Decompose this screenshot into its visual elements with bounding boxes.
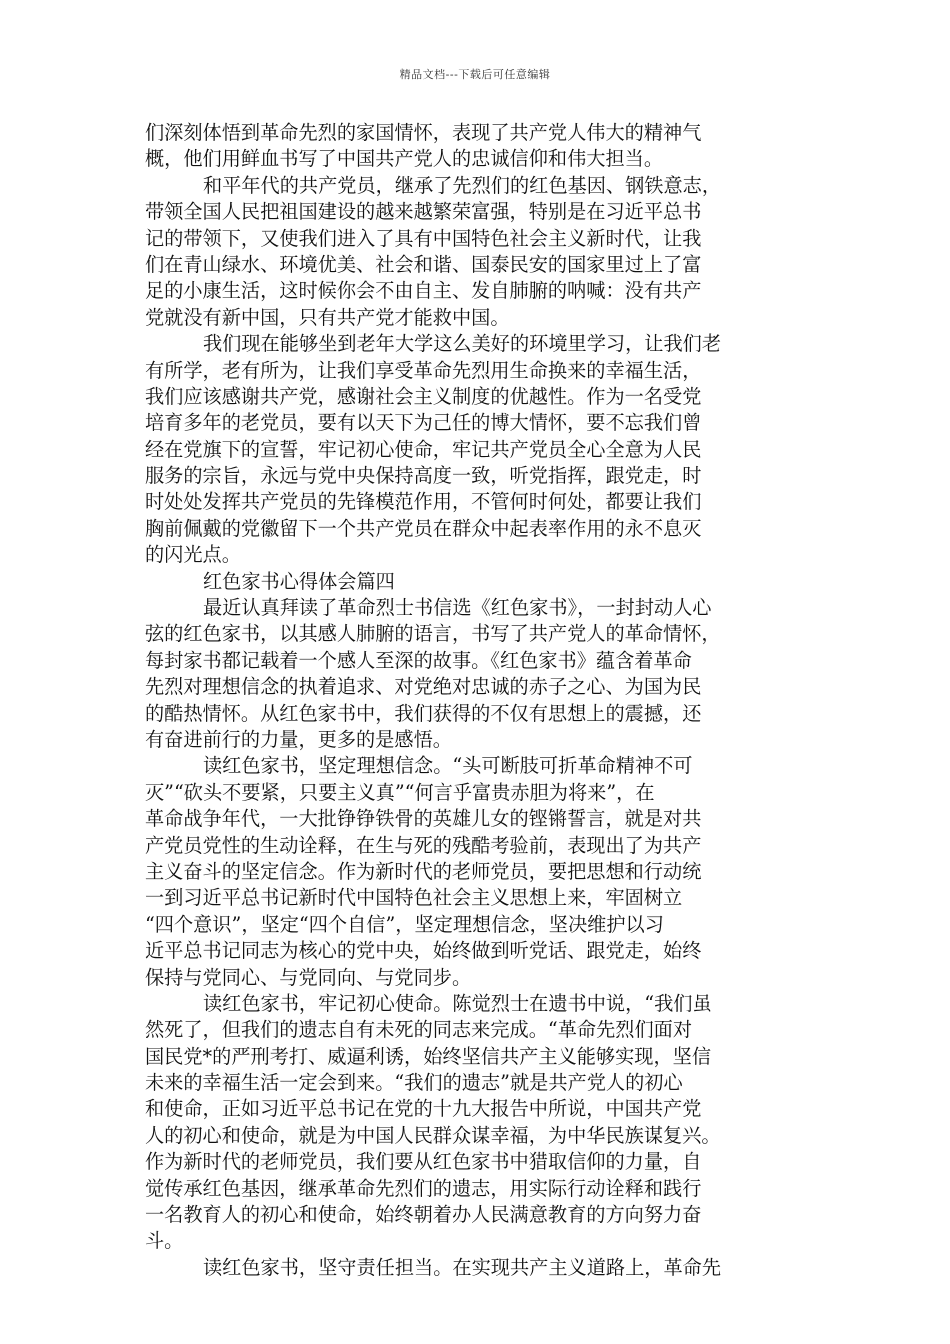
text-line: 有所学，老有所为，让我们享受革命先烈用生命换来的幸福生活， <box>145 358 702 382</box>
text-line: 灭”“砍头不要紧，只要主义真”“何言乎富贵赤胆为将来”，在 <box>145 780 655 804</box>
text-line: 们在青山绿水、环境优美、社会和谐、国泰民安的国家里过上了富 <box>145 252 702 276</box>
text-line: 一到习近平总书记新时代中国特色社会主义思想上来，牢固树立 <box>145 886 683 910</box>
text-line: 的酷热情怀。从红色家书中，我们获得的不仅有思想上的震撼，还 <box>145 701 702 725</box>
text-line: 概，他们用鲜血书写了中国共产党人的忠诚信仰和伟大担当。 <box>145 147 664 171</box>
text-line: 一名教育人的初心和使命，始终朝着办人民满意教育的方向努力奋 <box>145 1203 702 1227</box>
text-line: 保持与党同心、与党同向、与党同步。 <box>145 965 472 989</box>
text-line: 培育多年的老党员，要有以天下为己任的博大情怀，要不忘我们曾 <box>145 411 702 435</box>
text-line: 红色家书心得体会篇四 <box>203 569 395 593</box>
text-line: 产党员党性的生动诠释，在生与死的残酷考验前，表现出了为共产 <box>145 833 702 857</box>
text-line: 带领全国人民把祖国建设的越来越繁荣富强，特别是在习近平总书 <box>145 200 702 224</box>
text-line: 的闪光点。 <box>145 543 241 567</box>
text-line: 们深刻体悟到革命先烈的家国情怀，表现了共产党人伟大的精神气 <box>145 121 702 144</box>
text-line: 主义奋斗的坚定信念。作为新时代的老师党员，要把思想和行动统 <box>145 859 702 883</box>
text-line: 读红色家书，牢记初心使命。陈觉烈士在遗书中说，“我们虽 <box>203 991 712 1015</box>
text-line: “四个意识”，坚定“四个自信”，坚定理想信念，坚决维护以习 <box>145 912 664 936</box>
text-line: 我们现在能够坐到老年大学这么美好的环境里学习，让我们老 <box>203 332 722 356</box>
text-line: 记的带领下，又使我们进入了具有中国特色社会主义新时代，让我 <box>145 226 702 250</box>
text-line: 足的小康生活，这时候你会不由自主、发自肺腑的呐喊：没有共产 <box>145 279 702 303</box>
text-line: 和平年代的共产党员，继承了先烈们的红色基因、钢铁意志， <box>203 173 722 197</box>
text-line: 和使命，正如习近平总书记在党的十九大报告中所说，中国共产党 <box>145 1097 702 1121</box>
document-body <box>145 120 815 1281</box>
text-line: 觉传承红色基因，继承革命先烈们的遗志，用实际行动诠释和践行 <box>145 1176 702 1200</box>
text-line: 时处处发挥共产党员的先锋模范作用，不管何时何处，都要让我们 <box>145 490 702 514</box>
text-line: 每封家书都记载着一个感人至深的故事。《红色家书》蕴含着革命 <box>145 648 692 672</box>
text-line: 有奋进前行的力量，更多的是感悟。 <box>145 727 452 751</box>
text-line: 国民党*的严刑考打、威逼利诱，始终坚信共产主义能够实现，坚信 <box>145 1044 712 1068</box>
text-line: 人的初心和使命，就是为中国人民群众谋幸福，为中华民族谋复兴。 <box>145 1123 721 1147</box>
text-line: 服务的宗旨，永远与党中央保持高度一致，听党指挥，跟党走，时 <box>145 464 702 488</box>
text-line: 弦的红色家书，以其感人肺腑的语言，书写了共产党人的革命情怀， <box>145 622 721 646</box>
page-header: 精品文档---下载后可任意编辑 <box>399 68 551 81</box>
text-line: 未来的幸福生活一定会到来。“我们的遗志”就是共产党人的初心 <box>145 1071 683 1095</box>
text-line: 读红色家书，坚守责任担当。在实现共产主义道路上，革命先 <box>203 1255 722 1279</box>
text-line: 作为新时代的老师党员，我们要从红色家书中猎取信仰的力量，自 <box>145 1150 702 1174</box>
text-line: 近平总书记同志为核心的党中央，始终做到听党话、跟党走，始终 <box>145 939 702 963</box>
text-line: 斗。 <box>145 1229 184 1253</box>
text-line: 胸前佩戴的党徽留下一个共产党员在群众中起表率作用的永不息灭 <box>145 516 702 540</box>
text-line: 我们应该感谢共产党，感谢社会主义制度的优越性。作为一名受党 <box>145 384 702 408</box>
text-line: 最近认真拜读了革命烈士书信选《红色家书》，一封封动人心 <box>203 596 712 620</box>
text-line: 然死了，但我们的遗志自有未死的同志来完成。“革命先烈们面对 <box>145 1018 693 1042</box>
text-line: 革命战争年代，一大批铮铮铁骨的英雄儿女的铿锵誓言，就是对共 <box>145 807 702 831</box>
text-line: 经在党旗下的宣誓，牢记初心使命，牢记共产党员全心全意为人民 <box>145 437 702 461</box>
text-line: 读红色家书，坚定理想信念。“头可断肢可折革命精神不可 <box>203 754 693 778</box>
text-line: 先烈对理想信念的执着追求、对党绝对忠诚的赤子之心、为国为民 <box>145 675 702 699</box>
text-line: 党就没有新中国，只有共产党才能救中国。 <box>145 305 510 329</box>
